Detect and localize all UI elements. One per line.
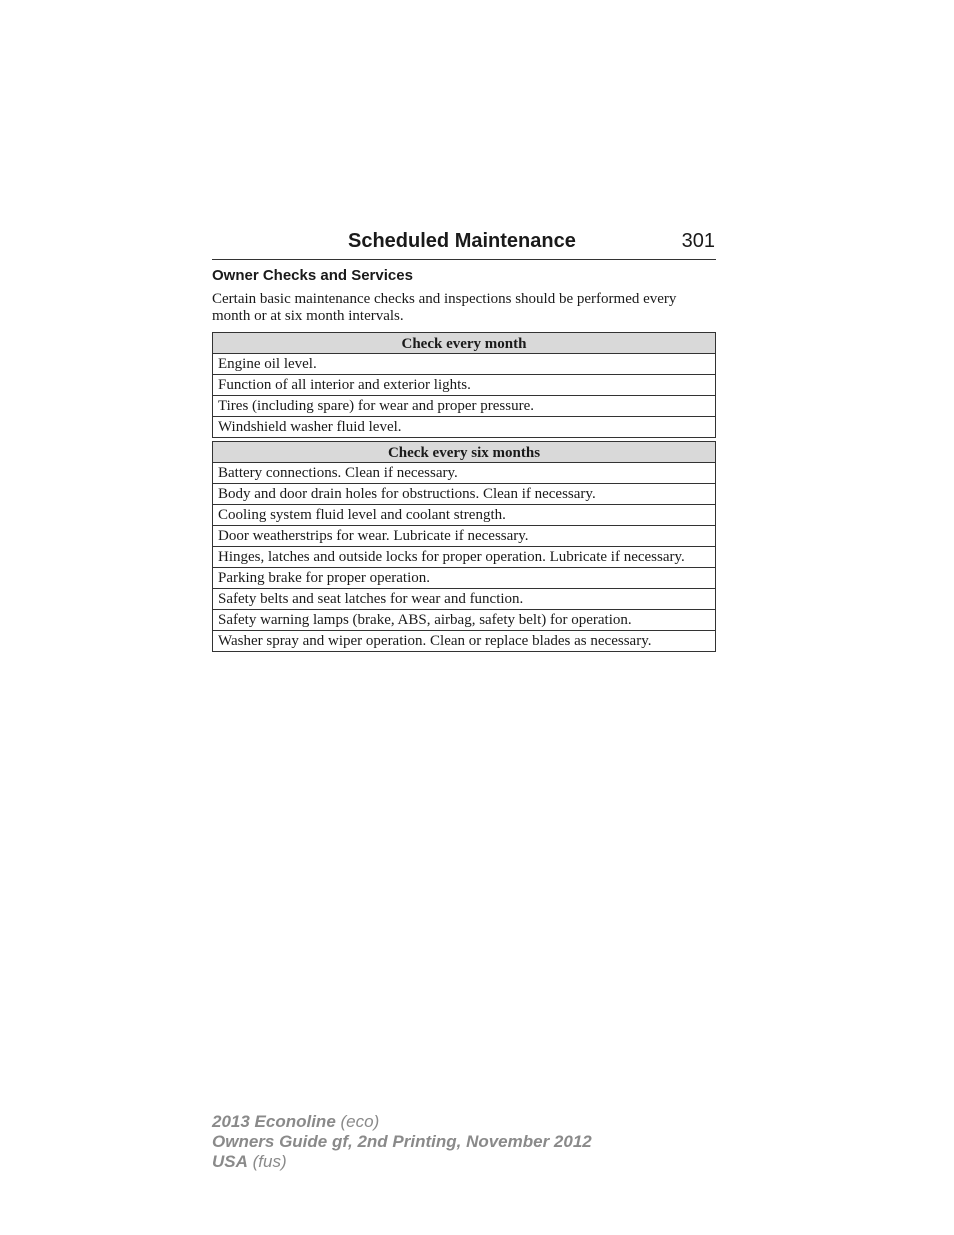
table-row [213, 631, 716, 652]
table-row [213, 568, 716, 589]
table-cell: Hinges, latches and outside locks for proper operation. Lubricate if necessary. [213, 547, 716, 568]
table-row [213, 354, 716, 375]
table-cell: Safety warning lamps (brake, ABS, airbag, safety belt) for operation. [213, 610, 716, 631]
table-cell: Cooling system fluid level and coolant strength. [213, 505, 716, 526]
table-cell: Body and door drain holes for obstructions. Clean if necessary. [213, 484, 716, 505]
page-header [212, 229, 716, 260]
footer-edition: Owners Guide gf, 2nd Printing, November 2012 [212, 1132, 592, 1151]
footer-line-market [212, 1152, 592, 1172]
table-row [213, 505, 716, 526]
table-header-row [213, 442, 716, 463]
table-cell: Function of all interior and exterior lights. [213, 375, 716, 396]
table-cell: Tires (including spare) for wear and proper pressure. [213, 396, 716, 417]
table-cell: Door weatherstrips for wear. Lubricate if necessary. [213, 526, 716, 547]
table-cell: Engine oil level. [213, 354, 716, 375]
page-number: 301 [681, 230, 715, 252]
footer-market: USA [212, 1152, 248, 1171]
footer-market-code: (fus) [252, 1152, 287, 1171]
document-footer [212, 1112, 592, 1172]
table-row [213, 463, 716, 484]
table-row [213, 396, 716, 417]
monthly-checks-table [212, 332, 716, 438]
footer-model-code: (eco) [340, 1112, 380, 1131]
table-cell: Safety belts and seat latches for wear and function. [213, 589, 716, 610]
table-row [213, 484, 716, 505]
table-row [213, 589, 716, 610]
table-header: Check every month [213, 333, 716, 354]
table-header-row [213, 333, 716, 354]
table-header: Check every six months [213, 442, 716, 463]
footer-line-model [212, 1112, 592, 1132]
table-row [213, 526, 716, 547]
table-row [213, 417, 716, 438]
table-row [213, 547, 716, 568]
table-row [213, 610, 716, 631]
section-heading: Owner Checks and Services [212, 267, 413, 284]
table-cell: Battery connections. Clean if necessary. [213, 463, 716, 484]
table-cell: Washer spray and wiper operation. Clean or replace blades as necessary. [213, 631, 716, 652]
chapter-title: Scheduled Maintenance [348, 230, 576, 252]
table-cell: Windshield washer fluid level. [213, 417, 716, 438]
intro-paragraph: Certain basic maintenance checks and inspections should be performed every month or at six month intervals. [212, 291, 677, 324]
footer-model: 2013 Econoline [212, 1112, 336, 1131]
table-row [213, 375, 716, 396]
table-cell: Parking brake for proper operation. [213, 568, 716, 589]
six-month-checks-table [212, 441, 716, 652]
